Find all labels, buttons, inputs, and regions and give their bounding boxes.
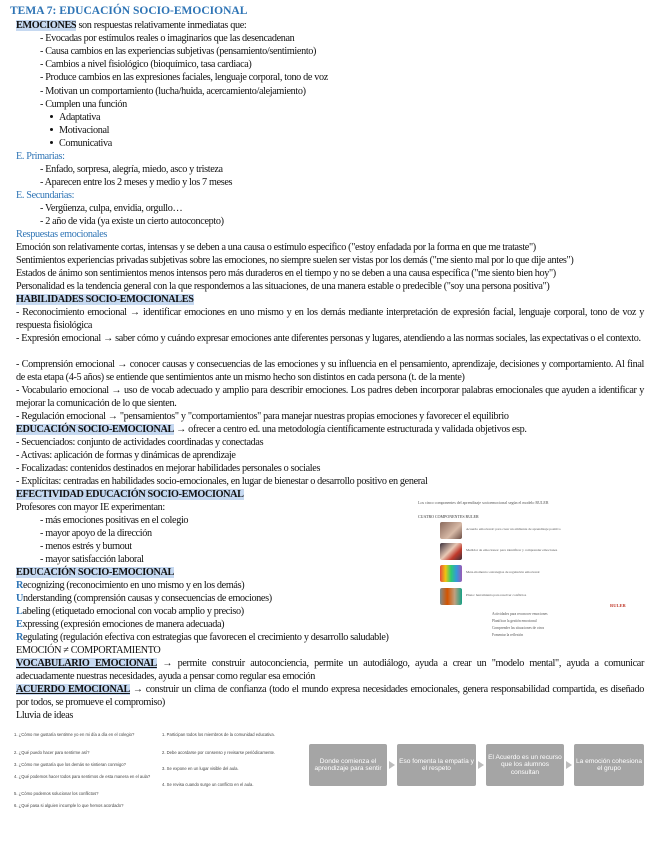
emociones-line (16, 19, 246, 32)
flow-box: Donde comienza el aprendizaje para sentir (309, 744, 387, 786)
educacion-line (16, 423, 527, 436)
ruler-item (16, 618, 224, 631)
habilidades-heading: HABILIDADES SOCIO-EMOCIONALES (16, 294, 194, 305)
flow-box: Eso fomenta la empatía y el respeto (397, 744, 476, 786)
ruler-text: ecognizing (reconocimiento en uno mismo y en los demás) (23, 580, 245, 591)
emociones-item: - Cambios a nivel fisiológico (bioquímico, tasa cardiaca) (40, 59, 252, 70)
educacion-item: - Focalizadas: contenidos destinados en mejorar habilidades personales o sociales (16, 463, 321, 474)
efectividad-intro: Profesores con mayor IE experimentan: (16, 502, 165, 513)
bullet-icon (50, 141, 53, 144)
secundarias-heading: E. Secundarias: (16, 190, 75, 201)
emociones-item: - Evocadas por estímulos reales o imaginarios que las desencadenan (40, 33, 295, 44)
agreement-item: 2. Debe acordarse por consenso y revisarse periódicamente. (162, 750, 276, 755)
emociones-item: - Produce cambios en las expresiones faciales, lenguaje corporal, tono de voz (40, 72, 328, 83)
primarias-item: - Enfado, sorpresa, alegría, miedo, asco y tristeza (40, 164, 223, 175)
figure-note: Fomentar la reflexión (492, 633, 524, 637)
ruler-item (16, 592, 272, 605)
primarias-heading: E. Primarias: (16, 151, 65, 162)
efectividad-item: - mayor apoyo de la dirección (40, 528, 152, 539)
ruler-heading-line (16, 566, 174, 579)
acuerdo-heading: ACUERDO EMOCIONAL (16, 684, 130, 695)
vocabulario-heading: VOCABULARIO EMOCIONAL (16, 658, 157, 669)
flow-box: El Acuerdo es un recurso que los alumnos consultan (486, 744, 564, 786)
respuestas-line: Personalidad es la tendencia general con la que respondemos a las situaciones, de una manera estable o predecible ("soy una persona positiva") (16, 281, 550, 292)
figure-subtitle: CUATRO COMPONENTES RULER (418, 514, 479, 519)
question-item: 4. ¿Qué podemos hacer todos para sentirnos de esta manera en el aula? (14, 774, 151, 779)
figure-item: Medidor de emociones: para identificar y comprender emociones (466, 548, 558, 552)
respuestas-line: Sentimientos experiencias privadas subjetivas sobre las emociones, no siempre suelen ser vistas por los demás ("me siento mal por lo que dije antes") (16, 255, 574, 266)
primarias-item: - Aparecen entre los 2 meses y medio y los 7 meses (40, 177, 233, 188)
figure-item: Meta-momento: estrategias de regulación emocional (466, 570, 540, 574)
efectividad-heading-line (16, 488, 244, 501)
secundarias-item: - 2 año de vida (ya existe un cierto autoconcepto) (40, 216, 224, 227)
lluvia-heading: Lluvia de ideas (16, 710, 73, 721)
habilidad-item: - Expresión emocional → saber cómo y cuándo expresar emociones ante diferentes personas y lugares, atendiendo a las normas sociales, las expectativas o el contexto. (16, 333, 641, 344)
arrow-right-icon (389, 761, 395, 769)
ruler-letter: R (16, 580, 24, 591)
educacion-item: - Activas: aplicación de formas y dinámicas de aprendizaje (16, 450, 236, 461)
acuerdo-paragraph (16, 683, 644, 709)
question-item: 6. ¿Qué pasa si alguien incumple lo que hemos acordado? (14, 803, 124, 808)
educacion-item: - Explícitas: centradas en habilidades socio-emocionales, en lugar de bienestar o desarrollo positivo en general (16, 476, 428, 487)
page-title: TEMA 7: EDUCACIÓN SOCIO-EMOCIONAL (10, 5, 248, 17)
figure-item: Plano: herramienta para resolver conflictos (466, 593, 527, 597)
figure-photo (440, 543, 462, 560)
respuestas-line: Estados de ánimo son sentimientos menos intensos pero más duraderos en el tiempo y no se deben a una causa específica ("me siento bien hoy") (16, 268, 556, 279)
emociones-item: - Motivan un comportamiento (lucha/huida, acercamiento/alejamiento) (40, 86, 306, 97)
habilidades-heading-line (16, 293, 194, 306)
flow-box: La emoción cohesiona el grupo (574, 744, 644, 786)
question-item: 1. ¿Cómo me gustaría sentirme yo en mi día a día en el colegio? (14, 732, 135, 737)
figure-note: Comprender las situaciones de otros (492, 626, 545, 630)
figure-logo: RULER (610, 603, 626, 608)
ruler-item (16, 579, 244, 592)
vocabulario-text: → permite construir autoconciencia, permite un autodiálogo, ayuda a crear un "modelo mental", ayuda a comunicar adecuadamente nuestras necesidades, ayuda a pensar como regular esa emoción (16, 658, 644, 682)
efectividad-heading: EFECTIVIDAD EDUCACIÓN SOCIO-EMOCIONAL (16, 489, 244, 500)
emociones-item: - Cumplen una función (40, 99, 127, 110)
habilidad-item: - Vocabulario emocional → uso de vocab adecuado y amplio para describir emociones. Los padres deben incorporar palabras emocionales que ayuden a identificar y mejorar la comunicación de lo que sienten. (16, 385, 644, 409)
educacion-heading: EDUCACIÓN SOCIO-EMOCIONAL (16, 424, 174, 435)
funcion-item: Motivacional (50, 124, 109, 137)
habilidad-item: - Comprensión emocional → conocer causas y consecuencias de las emociones y su influencia en el pensamiento, aprendizaje, decisiones y comportamiento. Al final de esta etapa (4-5 años) se entiende que sentimientos ante un mismo hecho son distintos en cada persona (t. de la mente) (16, 359, 644, 383)
bullet-icon (50, 115, 53, 118)
ruler-text: nderstanding (comprensión causas y consecuencias de emociones) (23, 593, 272, 604)
agreement-item: 4. Se revisa cuando surge un conflicto en el aula. (162, 782, 254, 787)
bullet-icon (50, 128, 53, 131)
funcion-item: Adaptativa (50, 111, 100, 124)
funcion-item: Comunicativa (50, 137, 112, 150)
ruler-letter: U (16, 593, 24, 604)
acuerdo-text: → construir un clima de confianza (todo el mundo expresa necesidades emocionales, genera responsabilidad compartida, es diseñado por todos, se promueve el compromiso) (16, 684, 644, 708)
efectividad-item: - menos estrés y burnout (40, 541, 132, 552)
educacion-definition: → ofrecer a centro ed. una metodología científicamente estructurada y validada objetivos esp. (173, 424, 527, 435)
agreement-item: 3. Se expone en un lugar visible del aula. (162, 766, 239, 771)
ruler-item (16, 631, 389, 644)
ruler-text: abeling (etiquetado emocional con vocab amplio y preciso) (22, 606, 244, 617)
figure-photo (440, 565, 462, 582)
ruler-letter: R (16, 632, 24, 643)
efectividad-item: - más emociones positivas en el colegio (40, 515, 189, 526)
emociones-definition: son respuestas relativamente inmediatas que: (76, 20, 247, 31)
figure-caption: Los cinco componentes del aprendizaje socioemocional según el modelo RULER (418, 500, 549, 505)
emociones-heading: EMOCIONES (16, 20, 77, 31)
ruler-note: EMOCIÓN ≠ COMPORTAMIENTO (16, 645, 161, 656)
question-item: 2. ¿Qué puedo hacer para sentirme así? (14, 750, 90, 755)
arrow-right-icon (566, 761, 572, 769)
figure-note: Planificar la gestión emocional (492, 619, 537, 623)
agreement-item: 1. Participan todos los miembros de la comunidad educativa. (162, 732, 275, 737)
emociones-item: - Causa cambios en las experiencias subjetivas (pensamiento/sentimiento) (40, 46, 317, 57)
ruler-text: egulating (regulación efectiva con estrategias que favorecen el crecimiento y desarrollo saludable) (23, 632, 389, 643)
ruler-text: xpressing (expresión emociones de manera adecuada) (22, 619, 225, 630)
question-item: 5. ¿Cómo podemos solucionar los conflictos? (14, 791, 99, 796)
secundarias-item: - Vergüenza, culpa, envidia, orgullo… (40, 203, 183, 214)
figure-note: Actividades para reconocer emociones (492, 612, 548, 616)
ruler-heading: EDUCACIÓN SOCIO-EMOCIONAL (16, 567, 174, 578)
respuestas-heading: Respuestas emocionales (16, 229, 108, 240)
ruler-item (16, 605, 244, 618)
figure-item: Acuerdo emocional: para crear un ambiente de aprendizaje positivo (466, 527, 561, 531)
figure-photo (440, 522, 462, 539)
habilidad-item: - Reconocimiento emocional → identificar emociones en uno mismo y en los demás mediante interpretación de expresión facial, lenguaje corporal, tono de voz y respuesta fisiológica (16, 307, 644, 331)
vocabulario-paragraph (16, 657, 644, 683)
habilidad-item: - Regulación emocional → "pensamientos" y "comportamientos" para manejar nuestras propias emociones y favorecer el equilibrio (16, 411, 509, 422)
efectividad-item: - mayor satisfacción laboral (40, 554, 144, 565)
ruler-letter: E (16, 619, 23, 630)
educacion-item: - Secuenciados: conjunto de actividades coordinadas y conectadas (16, 437, 264, 448)
question-item: 3. ¿Cómo me gustaría que los demás se sintieran conmigo? (14, 762, 126, 767)
arrow-right-icon (478, 761, 484, 769)
respuestas-line: Emoción son relativamente cortas, intensas y se deben a una causa o estímulo específico ("estoy enfadada por la forma en que me trataste") (16, 242, 536, 253)
figure-photo (440, 588, 462, 605)
ruler-letter: L (16, 606, 23, 617)
